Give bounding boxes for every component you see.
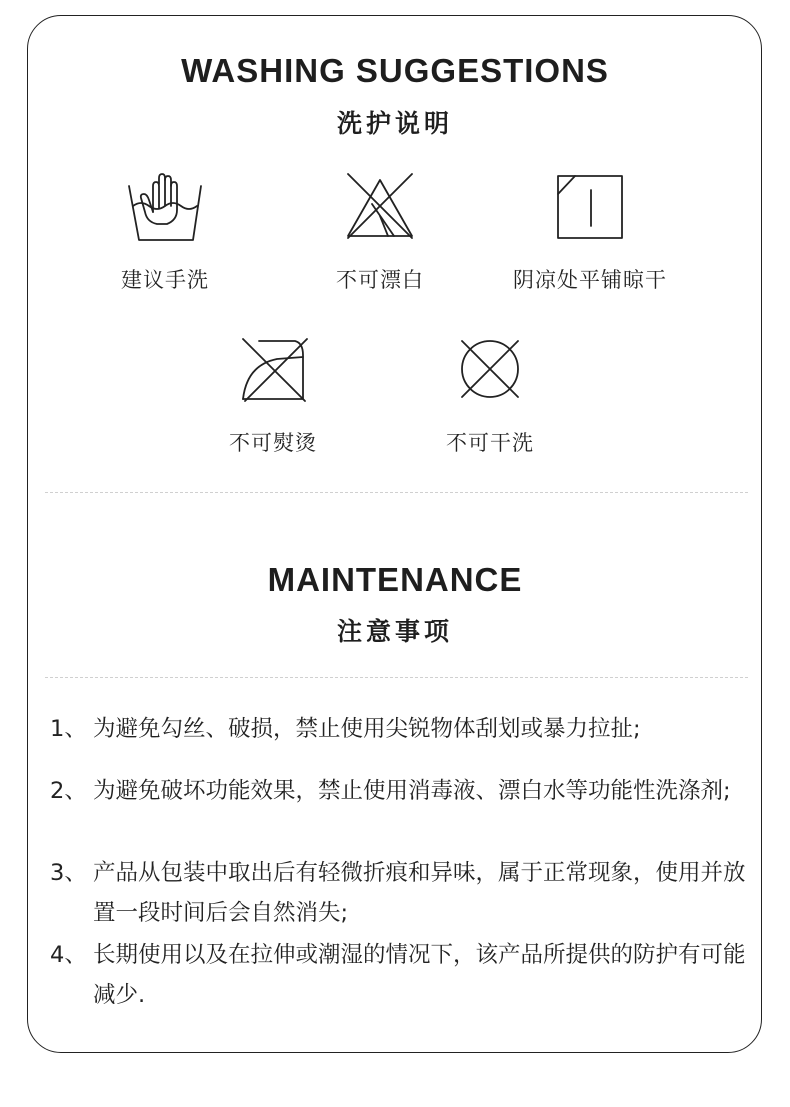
symbol-label: 不可熨烫: [229, 431, 317, 455]
section-divider: [45, 677, 748, 678]
dry-flat-in-shade-icon: [555, 172, 625, 240]
no-iron-icon: [237, 335, 309, 405]
symbol-no-bleach: [300, 172, 460, 302]
symbol-no-iron: [193, 335, 353, 465]
maintenance-title-cn: 注意事项: [336, 617, 453, 646]
washing-title-en: WASHING SUGGESTIONS: [181, 52, 609, 89]
note-number: 2、: [50, 778, 87, 804]
note-item: [50, 935, 750, 1015]
note-item: [50, 771, 750, 811]
maintenance-title-en: MAINTENANCE: [267, 561, 523, 598]
symbol-label: 不可干洗: [446, 431, 534, 455]
symbol-dry-flat-shade: [495, 172, 685, 302]
note-text: 长期使用以及在拉伸或潮湿的情况下，该产品所提供的防护有可能减少.: [93, 942, 746, 1008]
symbol-hand-wash: [85, 172, 245, 302]
note-number: 1、: [50, 716, 87, 742]
note-text: 为避免勾丝、破损，禁止使用尖锐物体刮划或暴力拉扯;: [93, 716, 641, 742]
hand-wash-icon: [127, 172, 203, 244]
washing-title-cn: 洗护说明: [336, 109, 453, 138]
note-text: 为避免破坏功能效果，禁止使用消毒液、漂白水等功能性洗涤剂;: [93, 778, 731, 804]
symbol-label: 阴凉处平铺晾干: [513, 268, 667, 292]
symbol-label: 不可漂白: [336, 268, 424, 292]
no-dry-clean-icon: [456, 335, 524, 403]
symbol-label: 建议手洗: [121, 268, 209, 292]
note-item: [50, 709, 750, 749]
note-number: 4、: [50, 942, 87, 968]
symbol-no-dry-clean: [410, 335, 570, 465]
note-number: 3、: [50, 860, 87, 886]
note-text: 产品从包装中取出后有轻微折痕和异味，属于正常现象，使用并放置一段时间后会自然消失;: [93, 860, 746, 926]
section-divider: [45, 492, 748, 493]
no-bleach-icon: [344, 172, 416, 240]
note-item: [50, 853, 750, 933]
